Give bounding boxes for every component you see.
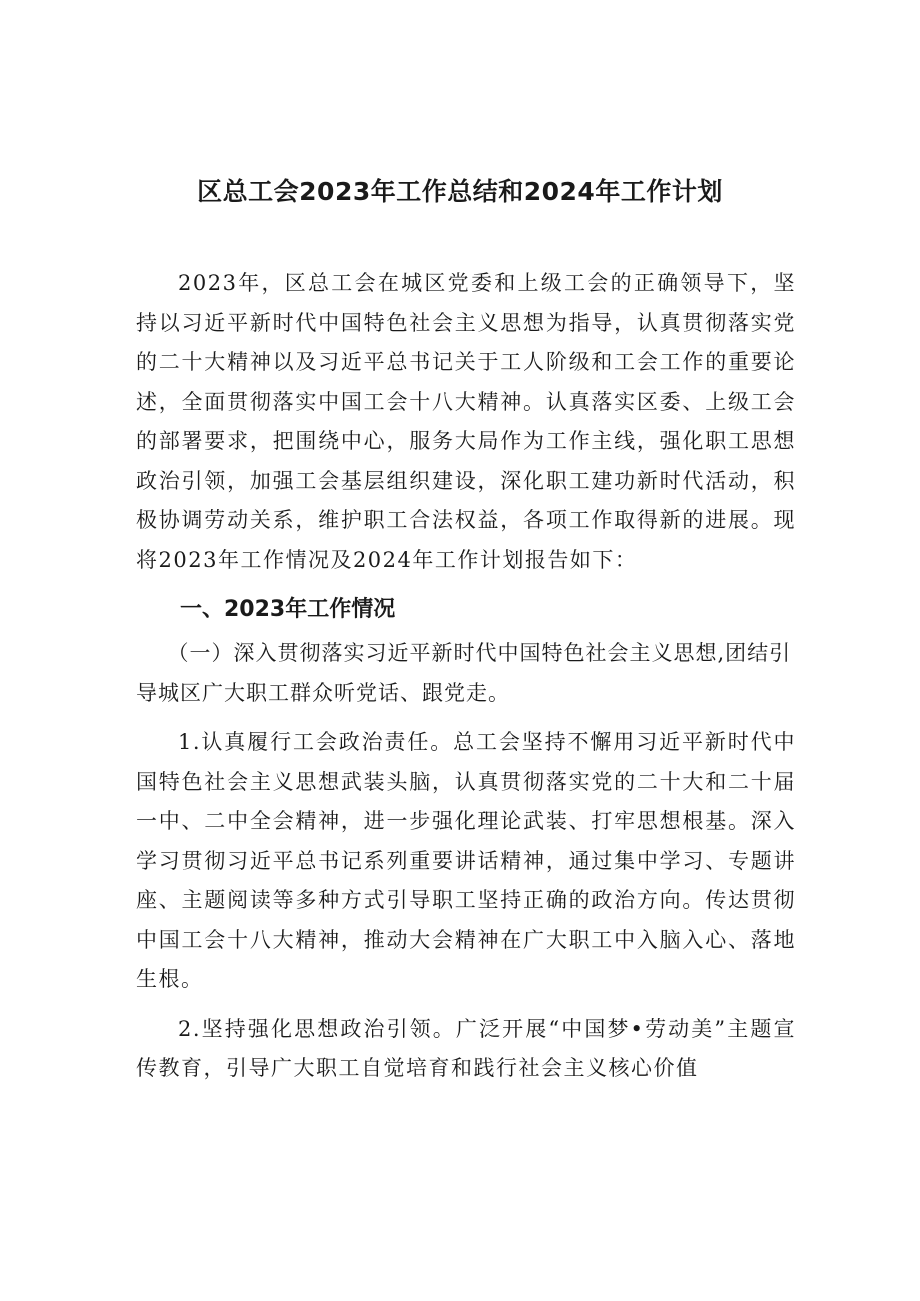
document-body [136, 264, 796, 1089]
subsection-heading: （一）深入贯彻落实习近平新时代中国特色社会主义思想,团结引导城区广大职工群众听党话、跟党走。 [136, 641, 792, 705]
intro-paragraph: 2023年，区总工会在城区党委和上级工会的正确领导下，坚持以习近平新时代中国特色社会主义思想为指导，认真贯彻落实党的二十大精神以及习近平总书记关于工人阶级和工会工作的重要论述，全面贯彻落实中国工会十八大精神。认真落实区委、上级工会的部署要求，把围绕中心，服务大局作为工作主线，强化职工思想政治引领，加强工会基层组织建设，深化职工建功新时代活动，积极协调劳动关系，维护职工合法权益，各项工作取得新的进展。现将2023年工作情况及2024年工作计划报告如下： [136, 271, 796, 572]
item-paragraph-1: 1.认真履行工会政治责任。总工会坚持不懈用习近平新时代中国特色社会主义思想武装头脑，认真贯彻落实党的二十大和二十届一中、二中全会精神，进一步强化理论武装、打牢思想根基。深入学习贯彻习近平总书记系列重要讲话精神，通过集中学习、专题讲座、主题阅读等多种方式引导职工坚持正确的政治方向。传达贯彻中国工会十八大精神，推动大会精神在广大职工中入脑入心、落地生根。 [136, 730, 796, 991]
item-paragraph-2: 2.坚持强化思想政治引领。广泛开展“中国梦•劳动美”主题宣传教育，引导广大职工自觉培育和践行社会主义核心价值 [136, 1016, 796, 1080]
section-heading: 一、2023年工作情况 [180, 597, 396, 622]
document-title: 区总工会2023年工作总结和2024年工作计划 [197, 177, 723, 206]
